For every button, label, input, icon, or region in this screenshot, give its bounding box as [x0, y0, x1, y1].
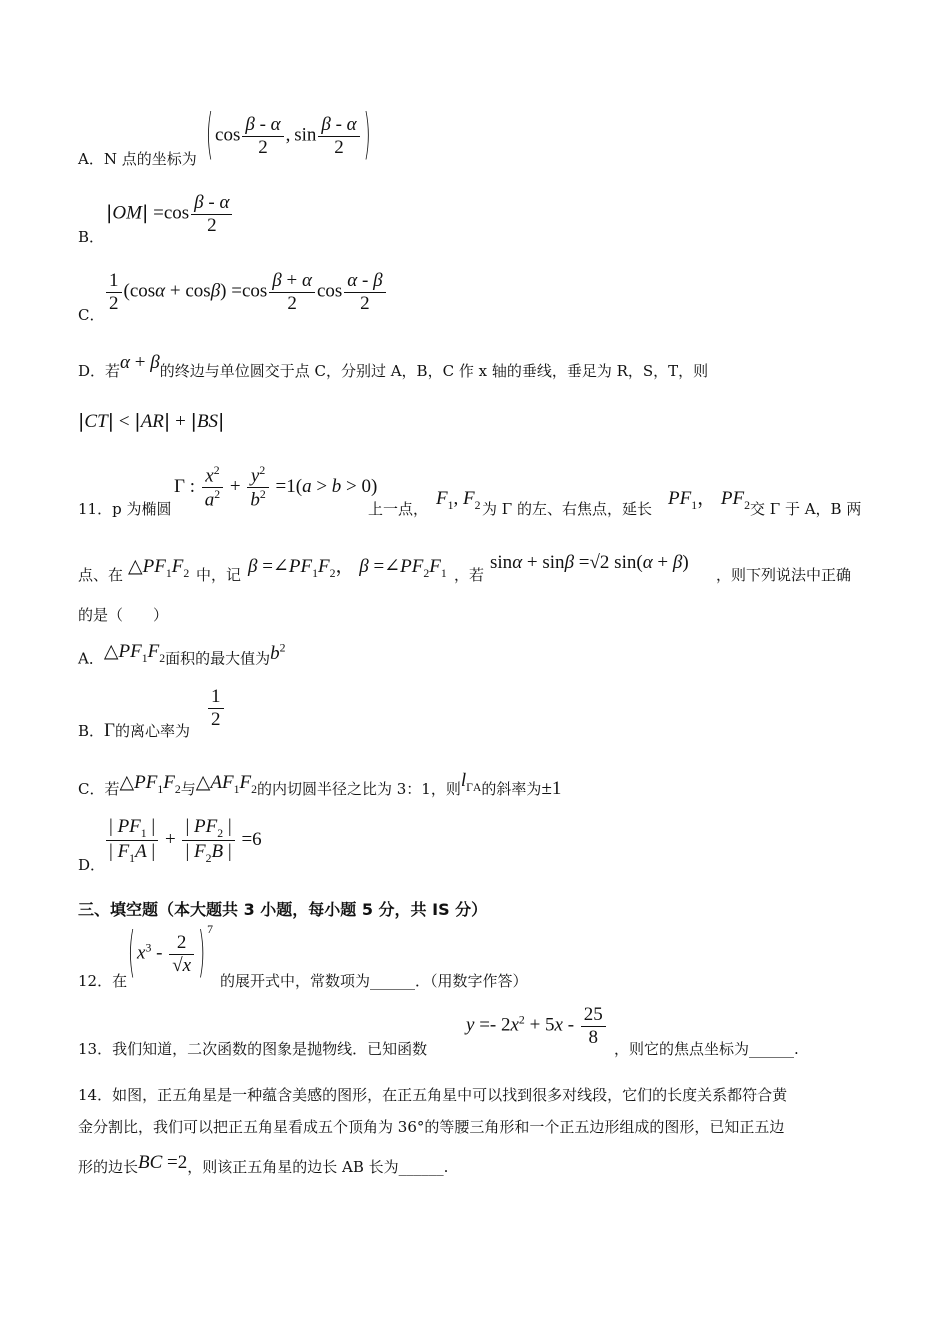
option-text: 的终边与单位圆交于点 C，分别过 A，B，C 作 x 轴的垂线，垂足为 R，S，T，则 [159, 362, 709, 380]
text: 形的边长 [78, 1158, 139, 1176]
q11-option-d [78, 856, 105, 874]
option-label: C． [78, 306, 105, 324]
text: p 为椭圆 [112, 500, 172, 518]
q11-ellipse-formula: Γ : $\frac{x^2}{a^2}$ + $\frac{y^2}{b^2}$ =1(a > b > 0) [174, 464, 378, 511]
text: ，若 [454, 566, 485, 584]
q12-prefix [78, 972, 127, 990]
q14-line2 [78, 1118, 784, 1136]
text: ，则下列说法中正确 [716, 566, 852, 584]
q11-d-formula: $\frac{| PF_1 |}{| F_1A |}$ + $\frac{| PF_2 |}{| F_2B |}$ =6 [104, 816, 262, 866]
text: 金分割比，我们可以把正五角星看成五个顶角为 36°的等腰三角形和一个正五边形组成的图形，已知正五边 [78, 1118, 785, 1136]
option-label: A． [78, 649, 104, 668]
option-label: D．若 [78, 362, 121, 380]
q10-a-formula: ( cos $\frac{\beta - \alpha}{2}$ , sin $\frac{\beta - \alpha}{2}$ ) [206, 103, 371, 167]
q11-triangle: $\triangle PF_1F_2$ [128, 556, 190, 580]
option-label: A． [78, 150, 104, 168]
q11-line1-b [368, 500, 428, 518]
text: 为 Γ 的左、右焦点，延长 [482, 500, 652, 518]
q11-condition: sinα + sinβ =√2 sin(α + β) [490, 552, 689, 573]
text: 的斜率为 [481, 780, 542, 798]
q11-line1-c [482, 500, 652, 518]
q11-option-c: C．若$\triangle PF_1F_2$与$\triangle AF_1F_2$的内切圆半径之比为 3：1，则$l_{\Gamma A}$的斜率为±1 [78, 770, 562, 799]
q12-formula: ( $x^3$ - $\frac{2}{√x}$ ) $^7$ [128, 921, 213, 985]
option-text: 面积的最大值为 [165, 649, 271, 668]
q10-option-c [78, 306, 104, 324]
q11-line2 [78, 566, 123, 584]
q10-b-formula: |OM| =cos $\frac{\beta - \alpha}{2}$ [106, 192, 234, 237]
option-text: N 点的坐标为 [103, 150, 197, 168]
q11-b-value: $\frac{1}{2}$ [206, 686, 226, 731]
option-label: B． [78, 722, 105, 740]
q11-line2-d [716, 566, 851, 584]
text: ，则该正五角星的边长 AB 长为______. [187, 1158, 449, 1176]
text: 12．在 [78, 972, 128, 990]
q11-line1 [78, 500, 171, 518]
q14-line3: 形的边长BC =2，则该正五角星的边长 AB 长为______. [78, 1152, 449, 1176]
q13-text [614, 1040, 799, 1058]
q11-line2-c [454, 566, 484, 584]
section-heading: 三、填空题（本大题共 3 小题，每小题 5 分，共 IS 分） [78, 900, 488, 919]
option-label: B． [78, 228, 105, 246]
text: 点、在 [78, 566, 124, 584]
text: 的是（ ） [78, 606, 169, 624]
q11-pf: $PF_1$， $PF_2$ [668, 488, 750, 512]
text: 中，记 [196, 566, 242, 584]
text: 与 [180, 780, 196, 798]
q13-prefix [78, 1040, 427, 1058]
q11-foci: $F_1$, $F_2$ [436, 488, 481, 512]
q11-angles: $\beta =\angle PF_1F_2$， $\beta =\angle PF_2F_1$ [248, 556, 447, 580]
q10-option-a [78, 150, 197, 168]
text: 交 Γ 于 A，B 两 [750, 500, 862, 518]
q12-text [220, 972, 528, 990]
q11-option-b: B．Γ的离心率为 [78, 720, 191, 741]
text: 14．如图，正五角星是一种蕴含美感的图形，在正五角星中可以找到很多对线段，它们的长度关系都符合黄 [78, 1086, 788, 1104]
option-text: 的离心率为 [115, 722, 191, 740]
q10-option-d: D．若α + β的终边与单位圆交于点 C，分别过 A，B，C 作 x 轴的垂线，垂足为 R，S，T，则 [78, 352, 709, 380]
option-label: C．若 [78, 780, 120, 798]
option-label: D． [78, 856, 106, 874]
q11-line2-b [196, 566, 241, 584]
q13-formula: $y =- 2x^2 + 5x$ - $\frac{25}{8}$ [466, 1004, 608, 1049]
text: ，则它的焦点坐标为______. [614, 1040, 799, 1058]
q10-c-formula: $\frac{1}{2}$ (cosα + cosβ) =cos $\frac{\beta + \alpha}{2}$ cos $\frac{\alpha - \beta}{2}$ [104, 270, 388, 315]
q10-option-b [78, 228, 104, 246]
q11-line1-d [750, 500, 861, 518]
q14-line1 [78, 1086, 787, 1104]
text: 的内切圆半径之比为 3：1，则 [256, 780, 461, 798]
text: 13．我们知道，二次函数的图象是抛物线．已知函数 [78, 1040, 428, 1058]
q10-d-formula: |CT| < |AR| + |BS| [78, 410, 225, 432]
text: 上一点， [368, 500, 429, 518]
q11-option-a: A．$\triangle PF_1F_2$面积的最大值为$b^2$ [78, 641, 286, 668]
question-number: 11． [78, 500, 113, 518]
q11-line3 [78, 606, 168, 624]
text: 的展开式中，常数项为______．（用数字作答） [220, 972, 528, 990]
